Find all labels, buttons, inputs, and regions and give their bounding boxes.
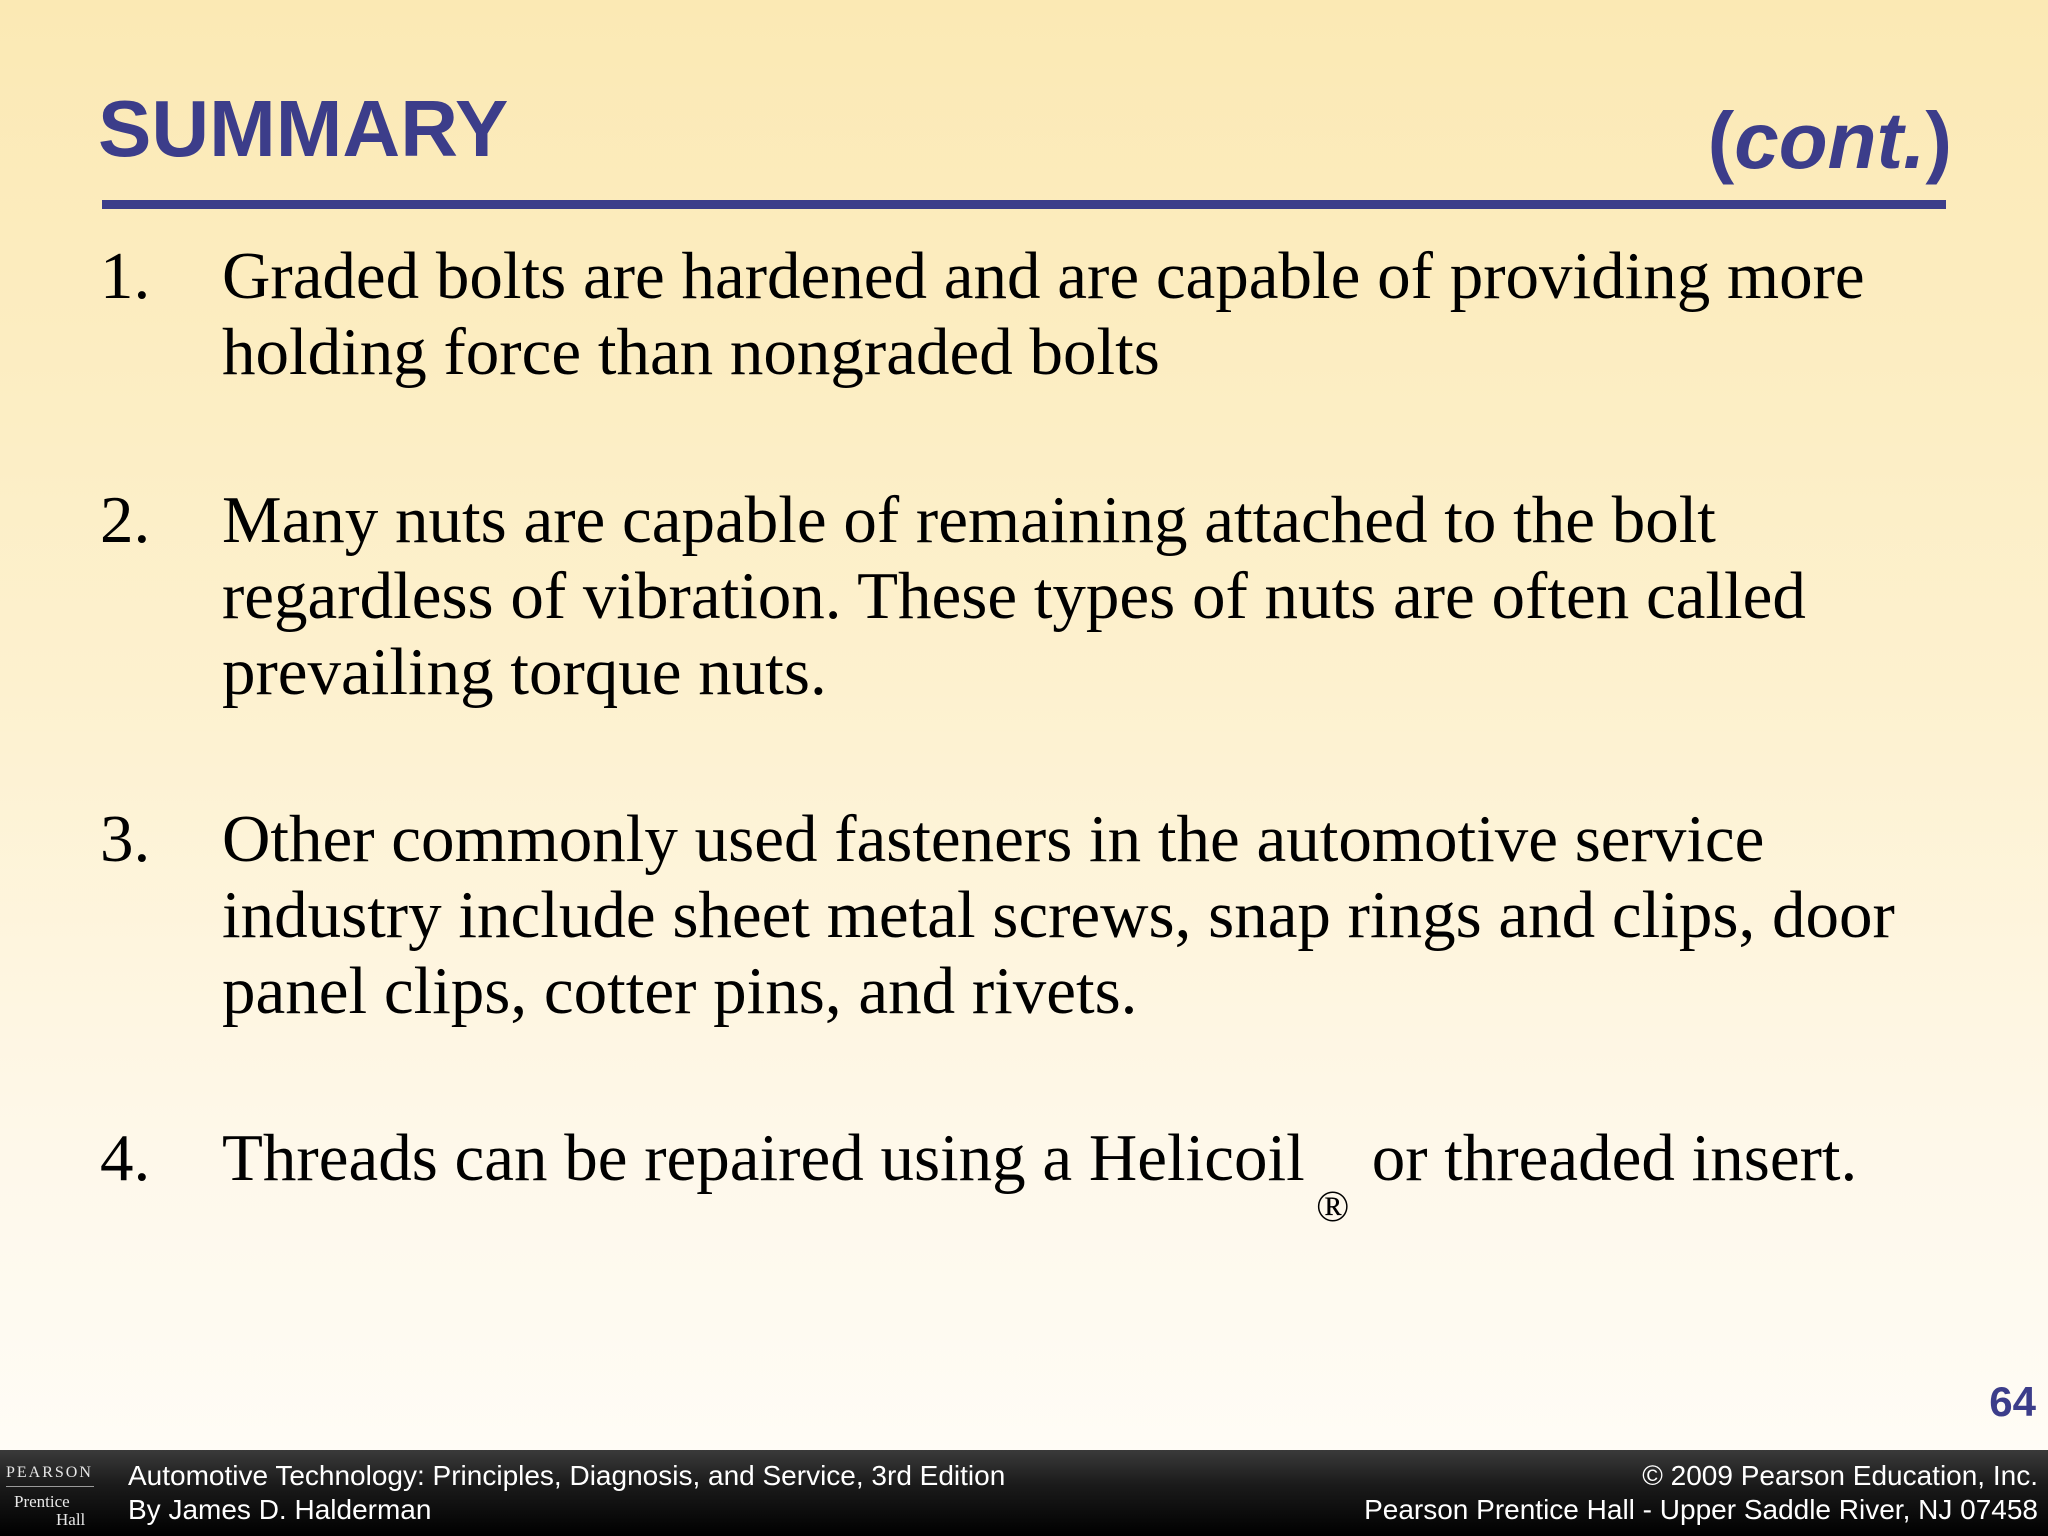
summary-item-number: 2.	[100, 483, 151, 557]
logo-pearson-text: PEARSON	[6, 1464, 93, 1481]
pearson-prentice-hall-logo	[0, 1450, 102, 1536]
page-number: 64	[1989, 1378, 2036, 1425]
logo-hall-text: Hall	[56, 1510, 86, 1529]
summary-item-text: Threads can be repaired using a Helicoil or threaded insert.	[222, 1121, 1858, 1195]
continued-label	[1708, 96, 1952, 186]
summary-item-text: Graded bolts are hardened and are capable of providing more holding force than nongraded bolts	[222, 239, 1865, 389]
summary-item-number: 3.	[100, 802, 151, 876]
continued-word: cont.	[1734, 96, 1926, 185]
title-underline	[102, 200, 1946, 209]
summary-item-text: Many nuts are capable of remaining attached to the bolt regardless of vibration. These types of nuts are often called prevailing torque nuts.	[222, 483, 1806, 709]
footer-bar	[0, 1450, 2048, 1536]
footer-copyright: © 2009 Pearson Education, Inc.	[1642, 1460, 2038, 1491]
footer-publisher-address: Pearson Prentice Hall - Upper Saddle River, NJ 07458	[1364, 1494, 2038, 1525]
continued-open-paren: (	[1707, 96, 1735, 185]
continued-close-paren: )	[1925, 96, 1952, 185]
logo-divider	[6, 1486, 94, 1487]
summary-item-3	[100, 801, 1960, 1029]
summary-item-1	[100, 238, 1960, 390]
summary-item-4	[100, 1120, 1960, 1196]
footer-author: By James D. Halderman	[128, 1494, 432, 1525]
summary-item-number: 4.	[100, 1121, 151, 1195]
logo-prentice-text: Prentice	[14, 1492, 70, 1511]
summary-item-2	[100, 482, 1960, 710]
slide-title: SUMMARY	[98, 84, 509, 173]
summary-item-text: Other commonly used fasteners in the automotive service industry include sheet metal screws, snap rings and clips, door panel clips, cotter pins, and rivets.	[222, 802, 1895, 1028]
footer-book-title: Automotive Technology: Principles, Diagnosis, and Service, 3rd Edition	[128, 1460, 1006, 1491]
summary-item-number: 1.	[100, 239, 151, 313]
registered-trademark-mark: ®	[1316, 1182, 1350, 1231]
